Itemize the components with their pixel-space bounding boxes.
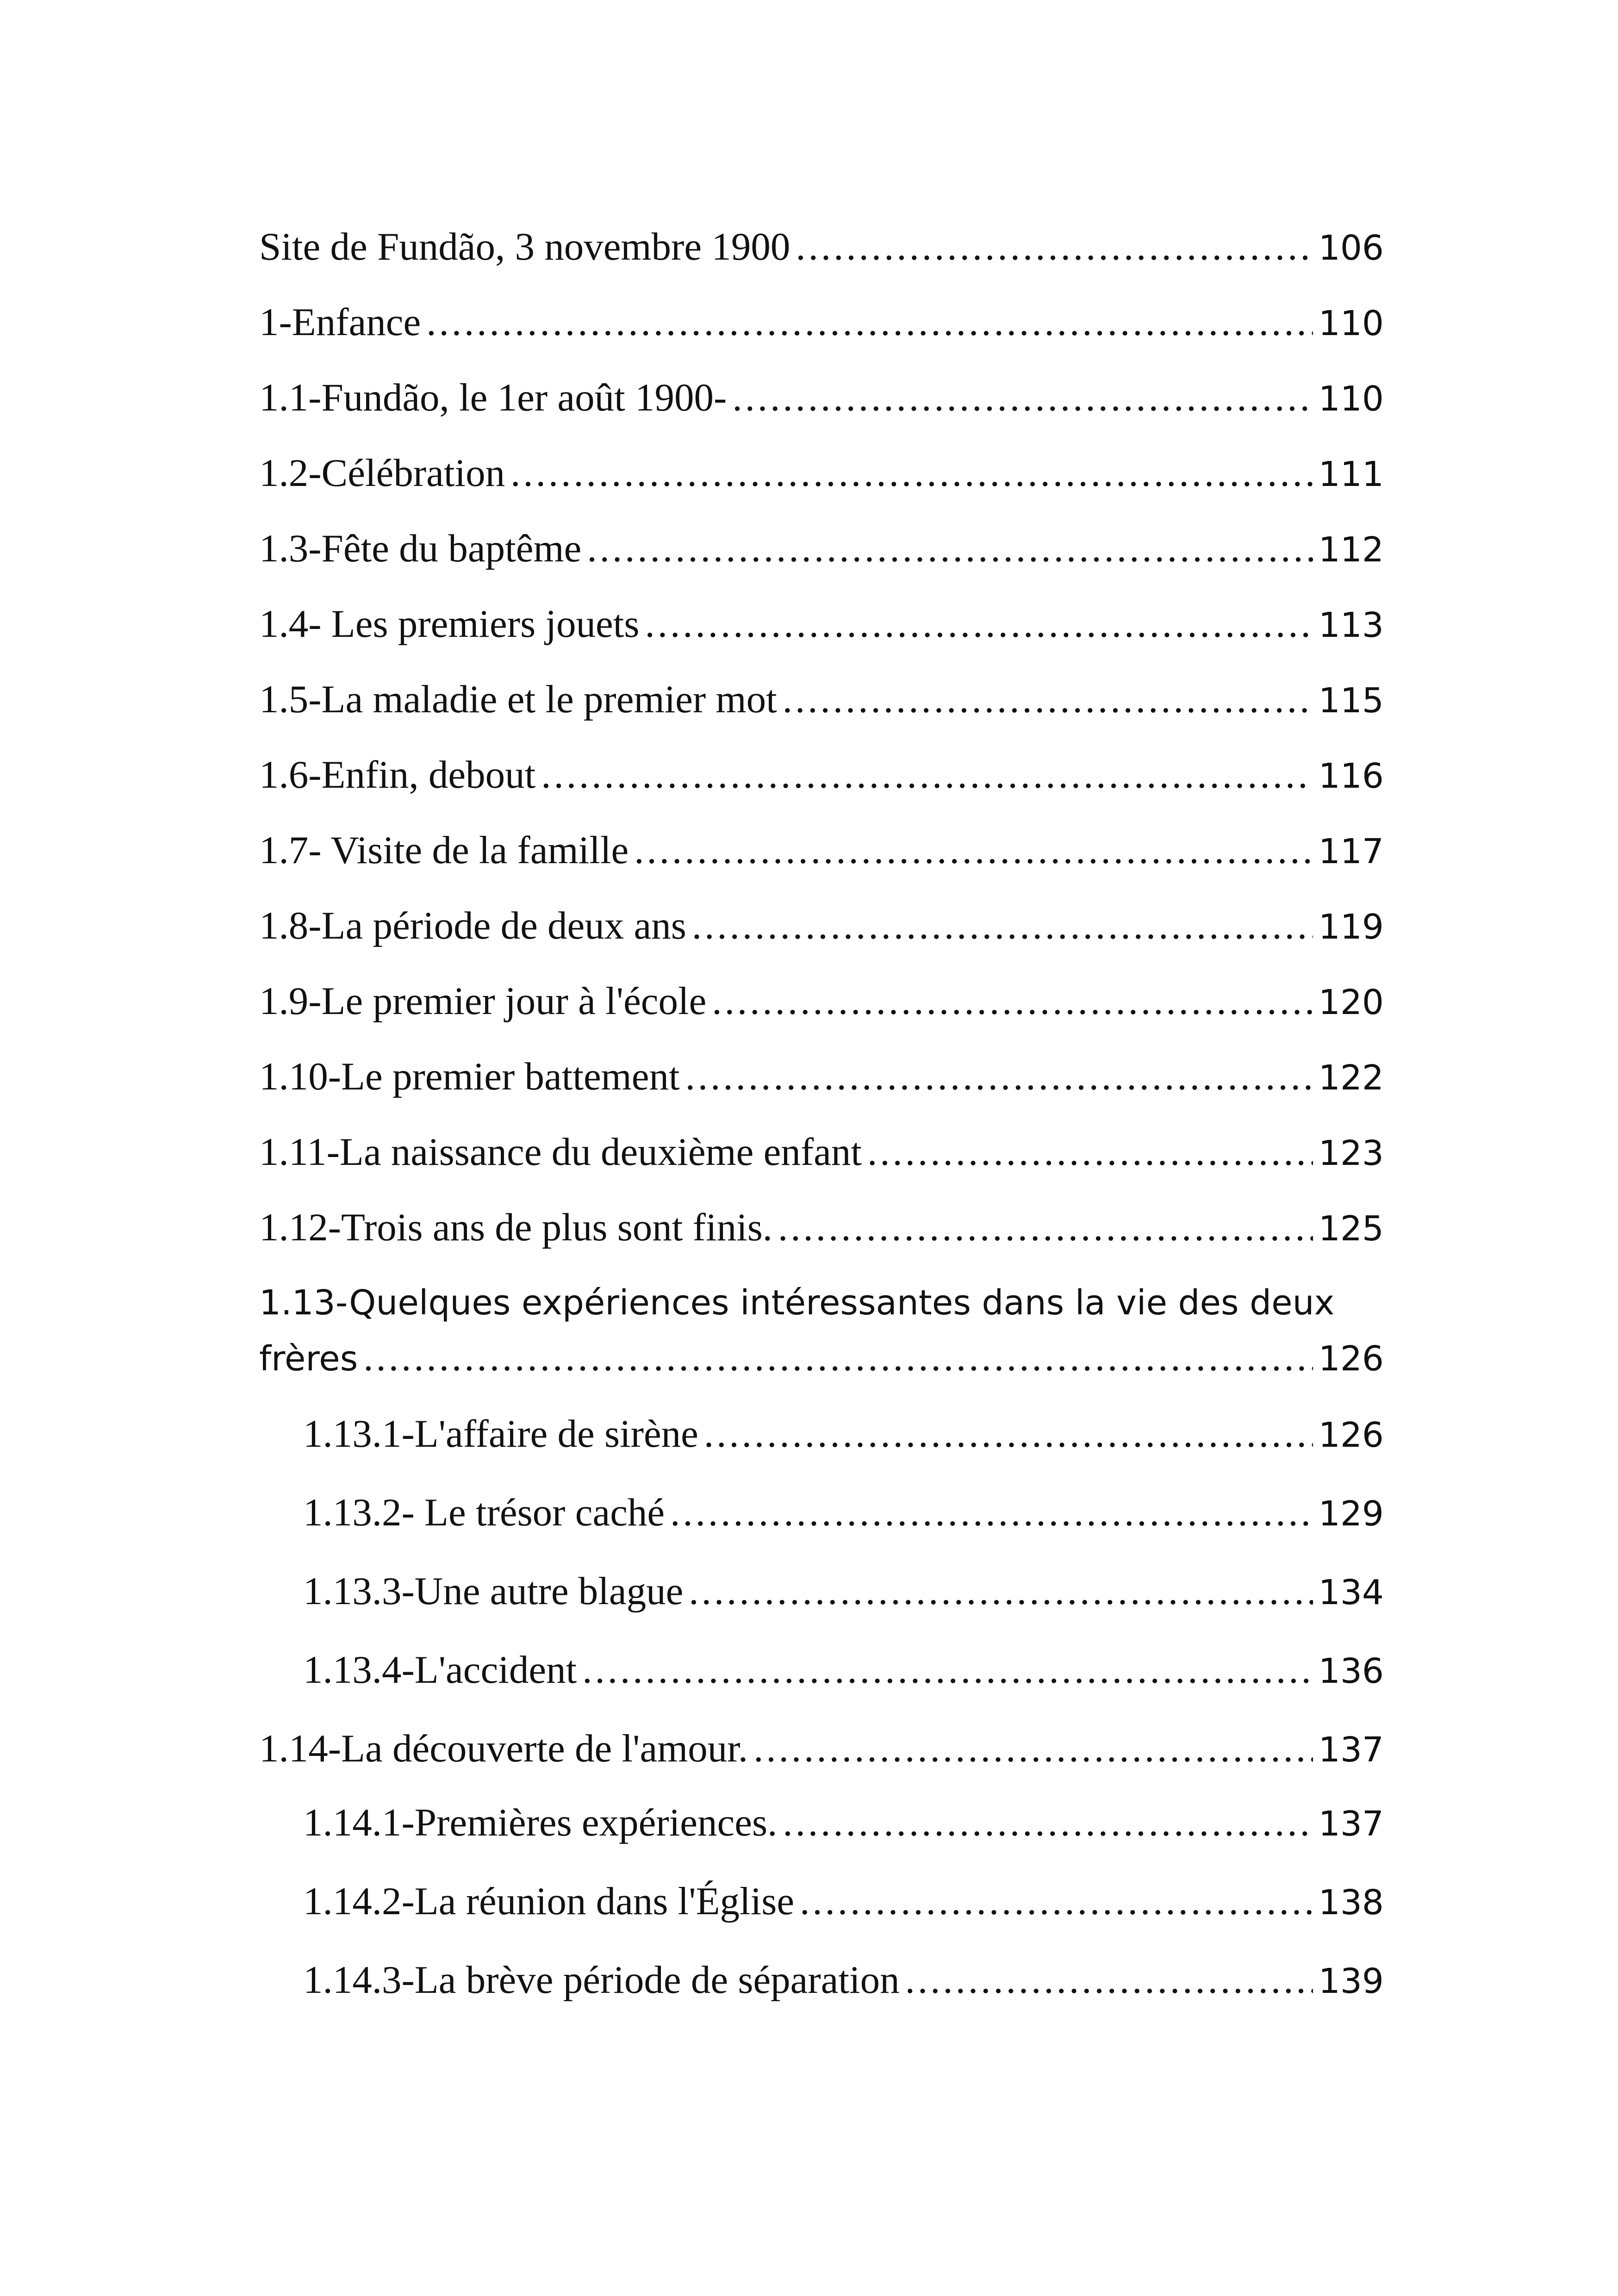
toc-entry[interactable] xyxy=(259,1194,1384,1269)
toc-entry-page: 125 xyxy=(1318,1209,1384,1249)
dot-leader xyxy=(510,448,1313,498)
table-of-contents xyxy=(259,213,1384,2025)
toc-entry-page: 126 xyxy=(1318,1339,1384,1379)
toc-entry-label: 1.11-La naissance du deuxième enfant xyxy=(259,1130,862,1174)
dot-leader xyxy=(796,221,1313,272)
toc-entry-page: 134 xyxy=(1318,1573,1384,1612)
dot-leader xyxy=(363,1332,1313,1383)
dot-leader xyxy=(778,1202,1313,1253)
toc-entry-label: 1.6-Enfin, debout xyxy=(259,753,536,796)
dot-leader xyxy=(783,1797,1313,1848)
toc-entry-label: 1.3-Fête du baptême xyxy=(259,527,582,570)
toc-subentry[interactable] xyxy=(259,1479,1384,1557)
toc-entry-page: 138 xyxy=(1318,1883,1384,1923)
toc-entry-page: 111 xyxy=(1318,454,1384,494)
toc-entry-page: 116 xyxy=(1318,756,1384,796)
toc-entry[interactable] xyxy=(259,288,1384,364)
dot-leader xyxy=(587,523,1313,574)
toc-entry-label: 1.13.4-L'accident xyxy=(303,1648,577,1692)
toc-entry[interactable] xyxy=(259,213,1384,288)
toc-subentry[interactable] xyxy=(259,1557,1384,1636)
dot-leader xyxy=(634,825,1313,876)
dot-leader xyxy=(685,1051,1313,1102)
toc-entry-label: 1-Enfance xyxy=(259,300,421,344)
dot-leader xyxy=(692,900,1313,951)
toc-entry-label-line2: frères xyxy=(259,1339,358,1379)
toc-subentry[interactable] xyxy=(259,1789,1384,1867)
toc-entry-page: 110 xyxy=(1318,379,1384,419)
toc-entry-page: 123 xyxy=(1318,1133,1384,1173)
toc-subentry[interactable] xyxy=(259,1946,1384,2025)
dot-leader xyxy=(645,598,1313,649)
dot-leader xyxy=(670,1487,1313,1538)
dot-leader xyxy=(582,1644,1313,1695)
toc-entry-page: 119 xyxy=(1318,907,1384,947)
toc-entry-label: 1.13.2- Le trésor caché xyxy=(303,1491,665,1534)
toc-entry-page: 115 xyxy=(1318,681,1384,721)
toc-entry-label: 1.10-Le premier battement xyxy=(259,1055,680,1098)
toc-entry-page: 137 xyxy=(1318,1730,1384,1770)
toc-entry-page: 120 xyxy=(1318,983,1384,1022)
toc-entry[interactable] xyxy=(259,515,1384,590)
toc-entry-label: 1.4- Les premiers jouets xyxy=(259,602,640,646)
dot-leader xyxy=(704,1408,1313,1459)
toc-entry-label: 1.14-La découverte de l'amour. xyxy=(259,1727,748,1770)
toc-entry-page: 110 xyxy=(1318,304,1384,343)
toc-entry-label: 1.7- Visite de la famille xyxy=(259,828,629,872)
dot-leader xyxy=(689,1566,1313,1617)
toc-entry-label: 1.13.3-Une autre blague xyxy=(303,1569,684,1613)
toc-entry[interactable] xyxy=(259,741,1384,816)
toc-entry-page: 113 xyxy=(1318,605,1384,645)
toc-entry-page: 122 xyxy=(1318,1058,1384,1098)
dot-leader xyxy=(753,1723,1313,1774)
toc-entry-label: 1.9-Le premier jour à l'école xyxy=(259,979,707,1023)
dot-leader xyxy=(732,372,1313,423)
toc-subentry[interactable] xyxy=(259,1867,1384,1946)
toc-entry[interactable] xyxy=(259,364,1384,439)
toc-entry[interactable] xyxy=(259,1043,1384,1118)
toc-entry-page: 117 xyxy=(1318,832,1384,871)
toc-entry-label: 1.13.1-L'affaire de sirène xyxy=(303,1412,698,1456)
toc-entry-label: 1.14.2-La réunion dans l'Église xyxy=(303,1879,795,1923)
toc-entry-label: 1.1-Fundão, le 1er août 1900- xyxy=(259,376,727,419)
toc-entry-label: 1.14.3-La brève période de séparation xyxy=(303,1958,900,2002)
toc-entry-page: 137 xyxy=(1318,1804,1384,1844)
dot-leader xyxy=(800,1876,1313,1927)
toc-entry-label: 1.5-La maladie et le premier mot xyxy=(259,678,777,721)
toc-entry[interactable] xyxy=(259,1118,1384,1194)
toc-subentry[interactable] xyxy=(259,1636,1384,1715)
toc-entry-label-line1: 1.13-Quelques expériences intéressantes dans la vie des deux xyxy=(259,1283,1335,1323)
toc-entry-page: 129 xyxy=(1318,1494,1384,1534)
dot-leader xyxy=(867,1126,1313,1177)
toc-entry[interactable] xyxy=(259,666,1384,741)
toc-entry[interactable] xyxy=(259,1715,1384,1789)
dot-leader xyxy=(712,976,1313,1027)
toc-entry-page: 139 xyxy=(1318,1961,1384,2001)
toc-entry-label: 1.2-Célébration xyxy=(259,451,505,495)
toc-entry-page: 136 xyxy=(1318,1651,1384,1691)
toc-entry[interactable] xyxy=(259,1269,1384,1400)
toc-entry[interactable] xyxy=(259,590,1384,666)
toc-entry-label: 1.14.1-Premières expériences. xyxy=(303,1801,778,1844)
toc-entry[interactable] xyxy=(259,816,1384,892)
toc-entry-page: 126 xyxy=(1318,1415,1384,1455)
dot-leader xyxy=(426,297,1313,348)
toc-entry-label: Site de Fundão, 3 novembre 1900 xyxy=(259,225,790,268)
toc-entry[interactable] xyxy=(259,439,1384,515)
toc-entry-label: 1.12-Trois ans de plus sont finis. xyxy=(259,1206,773,1249)
toc-entry[interactable] xyxy=(259,892,1384,967)
dot-leader xyxy=(905,1954,1313,2005)
toc-entry-page: 106 xyxy=(1318,228,1384,268)
dot-leader xyxy=(783,674,1313,725)
dot-leader xyxy=(541,749,1313,800)
toc-subentry[interactable] xyxy=(259,1400,1384,1479)
toc-entry-label: 1.8-La période de deux ans xyxy=(259,904,686,947)
toc-entry-page: 112 xyxy=(1318,530,1384,570)
toc-entry[interactable] xyxy=(259,967,1384,1043)
